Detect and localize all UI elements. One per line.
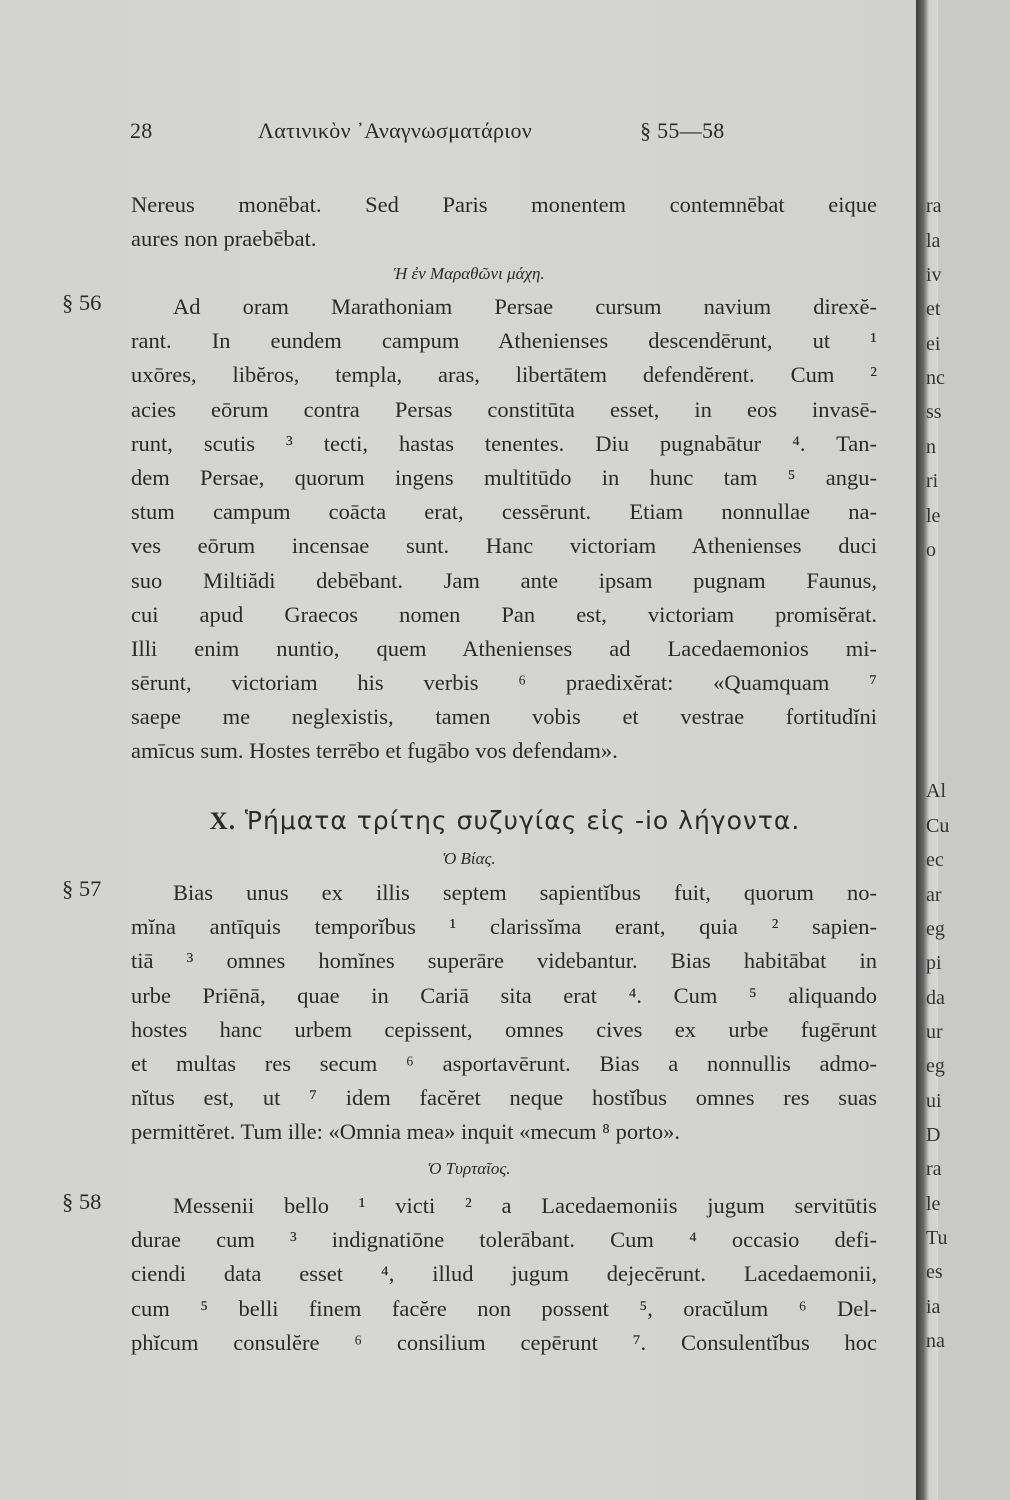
text-line: Messenii bello ¹ victi ² a Lacedaemoniis jugum servitūtis <box>173 1193 877 1218</box>
section-range: § 55—58 <box>640 118 725 143</box>
edge-fragment: Al <box>926 780 946 802</box>
edge-fragment: ec <box>926 849 944 871</box>
edge-fragment: n <box>926 436 936 458</box>
chapter-number: X. <box>209 808 236 835</box>
text-line: permittĕret. Tum ille: «Omnia mea» inquit «mecum ⁸ porto». <box>131 1119 681 1145</box>
text-line: durae cum ³ indignatiōne tolerābant. Cum ⁴ occasio defi- <box>131 1227 877 1253</box>
subheading-56: Ἡ ἐν Μαραθῶνι μάχη. <box>393 264 545 283</box>
section-mark-56: § 56 <box>62 290 102 315</box>
edge-fragment: ss <box>926 401 942 423</box>
text-line: mĭna antīquis temporĭbus ¹ clarissĭma erant, quia ² sapien- <box>131 914 877 940</box>
edge-fragment: iv <box>926 264 942 286</box>
edge-fragment: ri <box>926 470 939 492</box>
text-line: stum campum coācta erat, cessērunt. Etiam nonnullae na- <box>131 499 877 525</box>
edge-fragment: ui <box>926 1090 942 1112</box>
text-line: runt, scutis ³ tecti, hastas tenentes. Diu pugnabātur ⁴. Tan- <box>131 430 877 456</box>
edge-fragment: le <box>926 505 941 527</box>
page-number: 28 <box>130 118 153 143</box>
text-line: acies eōrum contra Persas constitūta esset, in eos invasē- <box>131 396 877 422</box>
text-line: Bias unus ex illis septem sapientĭbus fuit, quorum no- <box>173 880 877 905</box>
section-57-paragraph <box>131 876 877 1150</box>
edge-fragment: da <box>926 987 945 1009</box>
chapter-heading <box>0 806 1010 836</box>
text-line: urbe Priēnā, quae in Cariā sita erat ⁴. Cum ⁵ aliquando <box>131 982 877 1008</box>
edge-fragment: ar <box>926 884 942 906</box>
edge-fragment: ei <box>926 333 941 355</box>
edge-fragment: ia <box>926 1296 941 1318</box>
section-58-paragraph <box>131 1189 877 1360</box>
edge-fragment: pi <box>926 952 942 974</box>
edge-fragment: eg <box>926 1055 945 1077</box>
next-page-edge <box>926 0 950 1500</box>
text-line: Nereus monēbat. Sed Paris monentem contemnēbat eique <box>131 192 877 217</box>
section-mark-58: § 58 <box>62 1189 102 1214</box>
chapter-title: Ῥήματα τρίτης συζυγίας εἰς -io λήγοντα. <box>244 806 801 835</box>
text-line: ciendi data esset ⁴, illud jugum dejecērunt. Lacedaemonii, <box>131 1261 877 1287</box>
text-line: cum ⁵ belli finem facĕre non possent ⁵, oracŭlum ⁶ Del- <box>131 1295 877 1321</box>
edge-fragment: le <box>926 1193 941 1215</box>
text-line: hostes hanc urbem cepissent, omnes cives ex urbe fugērunt <box>131 1016 877 1042</box>
text-line: sērunt, victoriam his verbis ⁶ praedixĕrat: «Quamquam ⁷ <box>131 670 877 696</box>
text-line: saepe me neglexistis, tamen vobis et vestrae fortitudĭni <box>131 704 877 730</box>
edge-fragment: es <box>926 1261 943 1283</box>
text-line: amīcus sum. Hostes terrēbo et fugābo vos defendam». <box>131 738 618 764</box>
section-56-paragraph <box>131 290 877 769</box>
subheading-57: Ὁ Βίας. <box>442 849 496 868</box>
edge-fragment: nc <box>926 367 945 389</box>
edge-fragment: la <box>926 230 941 252</box>
edge-fragment: ra <box>926 1158 942 1180</box>
edge-fragment: D <box>926 1124 941 1146</box>
text-line: phĭcum consulĕre ⁶ consilium cepērunt ⁷. Consulentĭbus hoc <box>131 1329 877 1355</box>
text-line: nĭtus est, ut ⁷ idem facĕret neque hostĭbus omnes res suas <box>131 1085 877 1111</box>
text-line: Illi enim nuntio, quem Athenienses ad Lacedaemonios mi- <box>131 635 877 661</box>
edge-fragment: Cu <box>926 815 950 837</box>
text-line: uxōres, libĕros, templa, aras, libertātem defendĕrent. Cum ² <box>131 362 877 388</box>
edge-fragment: ra <box>926 195 942 217</box>
text-line: cui apud Graecos nomen Pan est, victoriam promisĕrat. <box>131 601 877 627</box>
continuation-paragraph <box>131 188 877 256</box>
text-line: ves eōrum incensae sunt. Hanc victoriam Athenienses duci <box>131 533 877 559</box>
running-header <box>130 118 875 148</box>
text-line: aures non praebēbat. <box>131 226 317 252</box>
text-line: rant. In eundem campum Athenienses descendērunt, ut ¹ <box>131 328 877 354</box>
text-line: Ad oram Marathoniam Persae cursum navium direxĕ- <box>173 294 877 319</box>
text-line: dem Persae, quorum ingens multitūdo in hunc tam ⁵ angu- <box>131 464 877 490</box>
edge-fragment: et <box>926 298 941 320</box>
edge-fragment: o <box>926 539 936 561</box>
edge-fragment: na <box>926 1330 945 1352</box>
running-title: Λατινικὸν ᾿Αναγνωσματάριον <box>258 118 533 143</box>
edge-fragment: eg <box>926 918 945 940</box>
section-mark-57: § 57 <box>62 876 102 901</box>
subheading-58: Ὁ Τυρταῖος. <box>427 1159 511 1178</box>
text-line: suo Miltiădi debēbant. Jam ante ipsam pugnam Faunus, <box>131 567 877 593</box>
text-line: et multas res secum ⁶ asportavērunt. Bias a nonnullis admo- <box>131 1050 877 1076</box>
edge-fragment: Tu <box>926 1227 948 1249</box>
text-line: tiā ³ omnes homĭnes superāre videbantur. Bias habitābat in <box>131 948 877 974</box>
edge-fragment: ur <box>926 1021 943 1043</box>
